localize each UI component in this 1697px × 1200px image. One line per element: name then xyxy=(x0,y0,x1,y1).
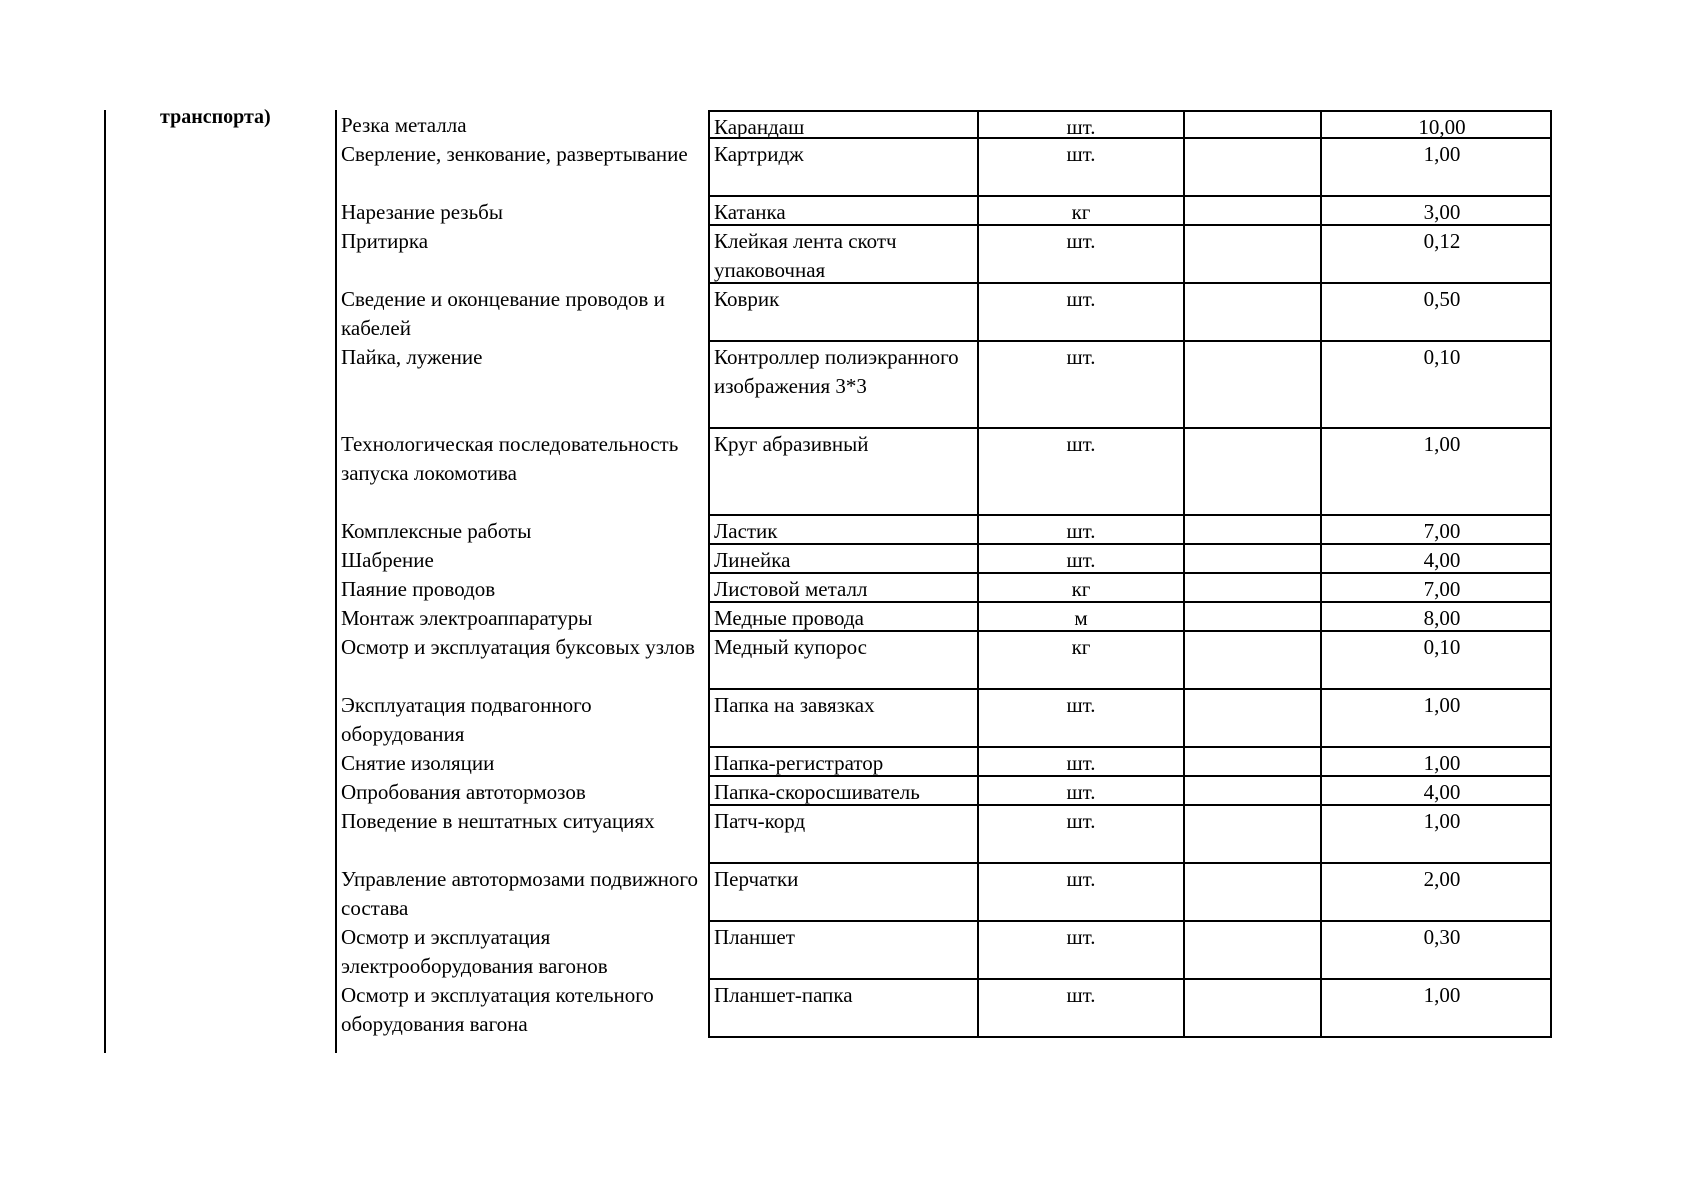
material-cell: Ластик xyxy=(708,516,977,545)
material-cell: Коврик xyxy=(708,284,977,342)
blank-cell xyxy=(1183,342,1320,429)
operation-cell: Поведение в нештатных ситуациях xyxy=(341,809,655,833)
material-cell: Медные провода xyxy=(708,603,977,632)
material-cell: Перчатки xyxy=(708,864,977,922)
blank-cell xyxy=(1183,226,1320,284)
quantity-cell: 0,12 xyxy=(1320,226,1552,284)
table-row xyxy=(337,545,1552,574)
unit-cell: шт. xyxy=(977,777,1183,806)
quantity-cell: 7,00 xyxy=(1320,516,1552,545)
operation-cell: Снятие изоляции xyxy=(341,751,495,775)
blank-cell xyxy=(1183,777,1320,806)
quantity-cell: 0,50 xyxy=(1320,284,1552,342)
material-cell: Контроллер полиэкранного изображения 3*3 xyxy=(708,342,977,429)
blank-cell xyxy=(1183,603,1320,632)
unit-cell: шт. xyxy=(977,690,1183,748)
operation-cell: Сведение и оконцевание проводов и кабелей xyxy=(341,287,665,340)
blank-cell xyxy=(1183,429,1320,516)
operation-cell: Осмотр и эксплуатация котельного оборудования вагона xyxy=(341,983,654,1036)
material-cell: Папка на завязках xyxy=(708,690,977,748)
operation-cell: Сверление, зенкование, развертывание xyxy=(341,142,688,166)
unit-cell: шт. xyxy=(977,342,1183,429)
quantity-cell: 3,00 xyxy=(1320,197,1552,226)
table-row xyxy=(337,806,1552,864)
quantity-cell: 0,10 xyxy=(1320,632,1552,690)
material-cell: Картридж xyxy=(708,139,977,197)
operation-cell: Паяние проводов xyxy=(341,577,496,601)
unit-cell: шт. xyxy=(977,516,1183,545)
quantity-cell: 1,00 xyxy=(1320,690,1552,748)
blank-cell xyxy=(1183,922,1320,980)
operation-cell: Технологическая последовательность запуска локомотива xyxy=(341,432,679,485)
table-row xyxy=(337,690,1552,748)
operation-cell: Эксплуатация подвагонного оборудования xyxy=(341,693,592,746)
quantity-cell: 8,00 xyxy=(1320,603,1552,632)
left-column-rule xyxy=(104,110,106,1053)
material-cell: Клейкая лента скотч упаковочная xyxy=(708,226,977,284)
unit-cell: шт. xyxy=(977,110,1183,139)
unit-cell: шт. xyxy=(977,545,1183,574)
blank-cell xyxy=(1183,545,1320,574)
quantity-cell: 1,00 xyxy=(1320,748,1552,777)
unit-cell: кг xyxy=(977,197,1183,226)
table-row xyxy=(337,110,1552,139)
quantity-cell: 7,00 xyxy=(1320,574,1552,603)
table-row xyxy=(337,748,1552,777)
quantity-cell: 2,00 xyxy=(1320,864,1552,922)
unit-cell: шт. xyxy=(977,864,1183,922)
operation-cell: Резка металла xyxy=(341,113,467,137)
blank-cell xyxy=(1183,110,1320,139)
blank-cell xyxy=(1183,980,1320,1038)
material-cell: Планшет-папка xyxy=(708,980,977,1038)
blank-cell xyxy=(1183,748,1320,777)
quantity-cell: 4,00 xyxy=(1320,545,1552,574)
table-row xyxy=(337,777,1552,806)
unit-cell: шт. xyxy=(977,748,1183,777)
table-row xyxy=(337,284,1552,342)
table-row xyxy=(337,922,1552,980)
operation-cell: Опробования автотормозов xyxy=(341,780,586,804)
table-row xyxy=(337,139,1552,197)
table-row xyxy=(337,226,1552,284)
blank-cell xyxy=(1183,574,1320,603)
quantity-cell: 1,00 xyxy=(1320,429,1552,516)
blank-cell xyxy=(1183,632,1320,690)
blank-cell xyxy=(1183,139,1320,197)
table-row xyxy=(337,980,1552,1038)
material-cell: Планшет xyxy=(708,922,977,980)
material-cell: Круг абразивный xyxy=(708,429,977,516)
blank-cell xyxy=(1183,864,1320,922)
materials-table xyxy=(337,110,1552,1038)
unit-cell: шт. xyxy=(977,980,1183,1038)
blank-cell xyxy=(1183,516,1320,545)
quantity-cell: 0,30 xyxy=(1320,922,1552,980)
unit-cell: шт. xyxy=(977,139,1183,197)
table-row xyxy=(337,864,1552,922)
unit-cell: шт. xyxy=(977,429,1183,516)
quantity-cell: 10,00 xyxy=(1320,110,1552,139)
operation-cell: Управление автотормозами подвижного состава xyxy=(341,867,698,920)
material-cell: Папка-регистратор xyxy=(708,748,977,777)
quantity-cell: 1,00 xyxy=(1320,980,1552,1038)
table-row xyxy=(337,632,1552,690)
operation-cell: Пайка, лужение xyxy=(341,345,483,369)
unit-cell: шт. xyxy=(977,226,1183,284)
table-row xyxy=(337,197,1552,226)
section-label: транспорта) xyxy=(160,106,271,128)
quantity-cell: 0,10 xyxy=(1320,342,1552,429)
table-row xyxy=(337,342,1552,429)
unit-cell: кг xyxy=(977,632,1183,690)
blank-cell xyxy=(1183,197,1320,226)
material-cell: Катанка xyxy=(708,197,977,226)
quantity-cell: 1,00 xyxy=(1320,139,1552,197)
blank-cell xyxy=(1183,690,1320,748)
material-cell: Медный купорос xyxy=(708,632,977,690)
table-row xyxy=(337,574,1552,603)
operation-cell: Комплексные работы xyxy=(341,519,532,543)
table-row xyxy=(337,603,1552,632)
table-row xyxy=(337,429,1552,516)
operation-cell: Нарезание резьбы xyxy=(341,200,503,224)
quantity-cell: 1,00 xyxy=(1320,806,1552,864)
operation-cell: Шабрение xyxy=(341,548,434,572)
operation-cell: Осмотр и эксплуатация буксовых узлов xyxy=(341,635,695,659)
operation-cell: Осмотр и эксплуатация электрооборудования вагонов xyxy=(341,925,608,978)
material-cell: Листовой металл xyxy=(708,574,977,603)
blank-cell xyxy=(1183,284,1320,342)
unit-cell: шт. xyxy=(977,284,1183,342)
blank-cell xyxy=(1183,806,1320,864)
unit-cell: шт. xyxy=(977,922,1183,980)
material-cell: Патч-корд xyxy=(708,806,977,864)
material-cell: Карандаш xyxy=(708,110,977,139)
unit-cell: м xyxy=(977,603,1183,632)
material-cell: Линейка xyxy=(708,545,977,574)
operation-cell: Монтаж электроаппаратуры xyxy=(341,606,593,630)
unit-cell: кг xyxy=(977,574,1183,603)
unit-cell: шт. xyxy=(977,806,1183,864)
quantity-cell: 4,00 xyxy=(1320,777,1552,806)
operation-cell: Притирка xyxy=(341,229,429,253)
table-row xyxy=(337,516,1552,545)
material-cell: Папка-скоросшиватель xyxy=(708,777,977,806)
